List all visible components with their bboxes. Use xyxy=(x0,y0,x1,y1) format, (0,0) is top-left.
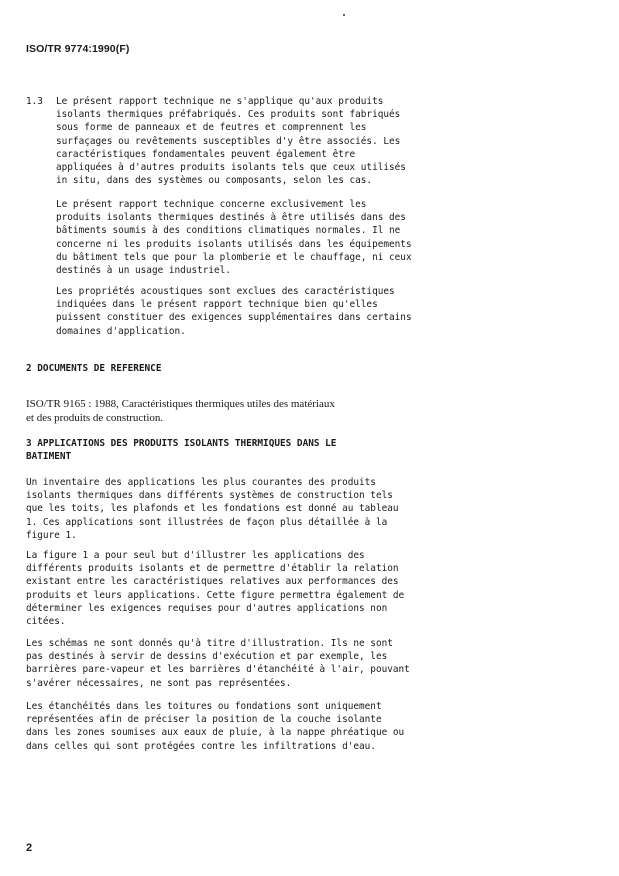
reference-entry: ISO/TR 9165 : 1988, Caractéristiques thermiques utiles des matériaux et des produits de construction. xyxy=(26,398,335,424)
document-id-header: ISO/TR 9774:1990(F) xyxy=(26,43,130,55)
paragraph-scope-2: Le présent rapport technique concerne exclusivement les produits isolants thermiques destinés à être utilisés dans des bâtiments soumis à des conditions climatiques normales. Il ne concerne ni les produits isolants utilisés dans les équipements du bâtiment tels que pour la plomberie et le chauffage, ni ceux destinés à un usage industriel. xyxy=(56,199,412,277)
page-number: 2 xyxy=(26,842,33,854)
paragraph-applications-3: Les schémas ne sont donnés qu'à titre d'illustration. Ils ne sont pas destinés à servir de dessins d'exécution et par exemple, les barrières pare-vapeur et les barrières d'étanchéité à l'air, pouvant s'avérer nécessaires, ne sont pas représentées. xyxy=(26,638,410,689)
paragraph-applications-4: Les étanchéités dans les toitures ou fondations sont uniquement représentées afin de préciser la position de la couche isolante dans les zones soumises aux eaux de pluie, à la nappe phréatique ou dans celles qui sont protégées contre les infiltrations d'eau. xyxy=(26,701,405,752)
clause-number: 1.3 xyxy=(26,96,43,107)
paragraph-applications-2: La figure 1 a pour seul but d'illustrer les applications des différents produits isolants et de permettre d'établir la relation existant entre les caractéristiques relatives aux performances des produits et leurs applications. Cette figure permettra également de déterminer les exigences requises pour d'autres applications non citées. xyxy=(26,550,405,628)
paragraph-scope-1: Le présent rapport technique ne s'applique qu'aux produits isolants thermiques préfabriqués. Ces produits sont fabriqués sous forme de panneaux et de feutres et comprennent les surfaçages ou revêtements susceptibles d'y être associés. Les caractéristiques fondamentales peuvent également être appliquées à d'autres produits isolants tels que ceux utilisés in situ, dans des systèmes ou composants, selon les cas. xyxy=(56,96,406,187)
scan-speck xyxy=(343,14,345,16)
paragraph-scope-3: Les propriétés acoustiques sont exclues des caractéristiques indiquées dans le présent rapport technique bien qu'elles puissent constituer des exigences supplémentaires dans certains domaines d'application. xyxy=(56,286,412,337)
paragraph-applications-1: Un inventaire des applications les plus courantes des produits isolants thermiques dans différents systèmes de construction tels que les toits, les plafonds et les fondations est donné au tableau 1. Ces applications sont illustrées de façon plus détaillée à la figure 1. xyxy=(26,477,399,541)
section-heading-applications: 3 APPLICATIONS DES PRODUITS ISOLANTS THERMIQUES DANS LE BATIMENT xyxy=(26,438,337,463)
section-heading-references: 2 DOCUMENTS DE REFERENCE xyxy=(26,363,162,374)
